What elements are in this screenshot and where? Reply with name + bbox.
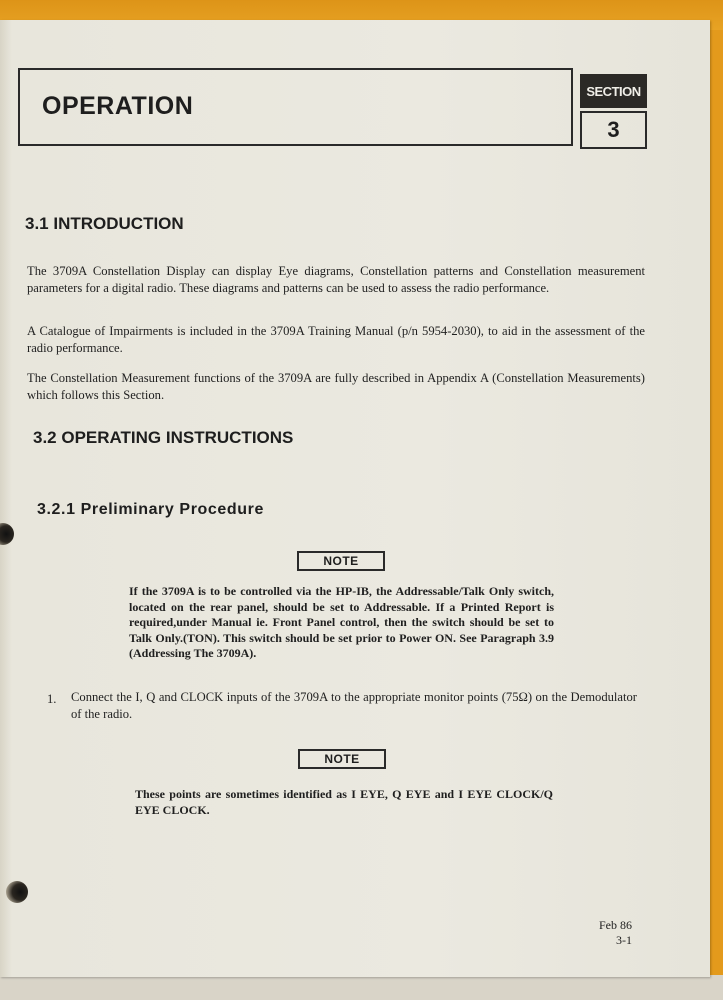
step-number: 1. — [47, 692, 57, 706]
document-page — [0, 20, 710, 977]
intro-paragraph-3: The Constellation Measurement functions of the 3709A are fully described in Appendix A (Constellation Measurements) which follows this Section. — [27, 371, 645, 402]
intro-paragraph-2: A Catalogue of Impairments is included in the 3709A Training Manual (p/n 5954-2030), to aid in the assessment of the radio performance. — [27, 324, 645, 355]
title-box — [18, 68, 573, 146]
note-label: NOTE — [297, 551, 385, 571]
section-label: SECTION — [580, 74, 647, 108]
note-text: These points are sometimes identified as I EYE, Q EYE and I EYE CLOCK/Q EYE CLOCK. — [135, 787, 553, 817]
binder-hole — [0, 523, 14, 545]
step-text: Connect the I, Q and CLOCK inputs of the 3709A to the appropriate monitor points (75Ω) on the Demodulator of the radio. — [71, 690, 637, 721]
page-title: OPERATION — [42, 92, 194, 120]
note-text: If the 3709A is to be controlled via the HP-IB, the Addressable/Talk Only switch, located on the rear panel, should be set to Addressable. If a Printed Report is required,under Manual ie. Front Panel control, then the switch should be set to Talk Only.(TON). This switch should be set prior to Power ON. See Paragraph 3.9 (Addressing The 3709A). — [129, 584, 554, 660]
page-number: 3-1 — [616, 933, 632, 947]
footer — [560, 918, 632, 948]
heading-3-2: 3.2 OPERATING INSTRUCTIONS — [33, 428, 294, 447]
background-surface-bottom — [0, 975, 723, 1000]
note-label: NOTE — [298, 749, 386, 769]
heading-3-2-1: 3.2.1 Preliminary Procedure — [37, 501, 264, 518]
heading-3-1: 3.1 INTRODUCTION — [25, 214, 184, 233]
footer-date: Feb 86 — [599, 918, 632, 932]
section-number: 3 — [580, 111, 647, 149]
intro-paragraph-1: The 3709A Constellation Display can display Eye diagrams, Constellation patterns and Constellation measurement parameters for a digital radio. These diagrams and patterns can be used to assess the radio performance. — [27, 264, 645, 295]
binder-hole — [6, 881, 28, 903]
